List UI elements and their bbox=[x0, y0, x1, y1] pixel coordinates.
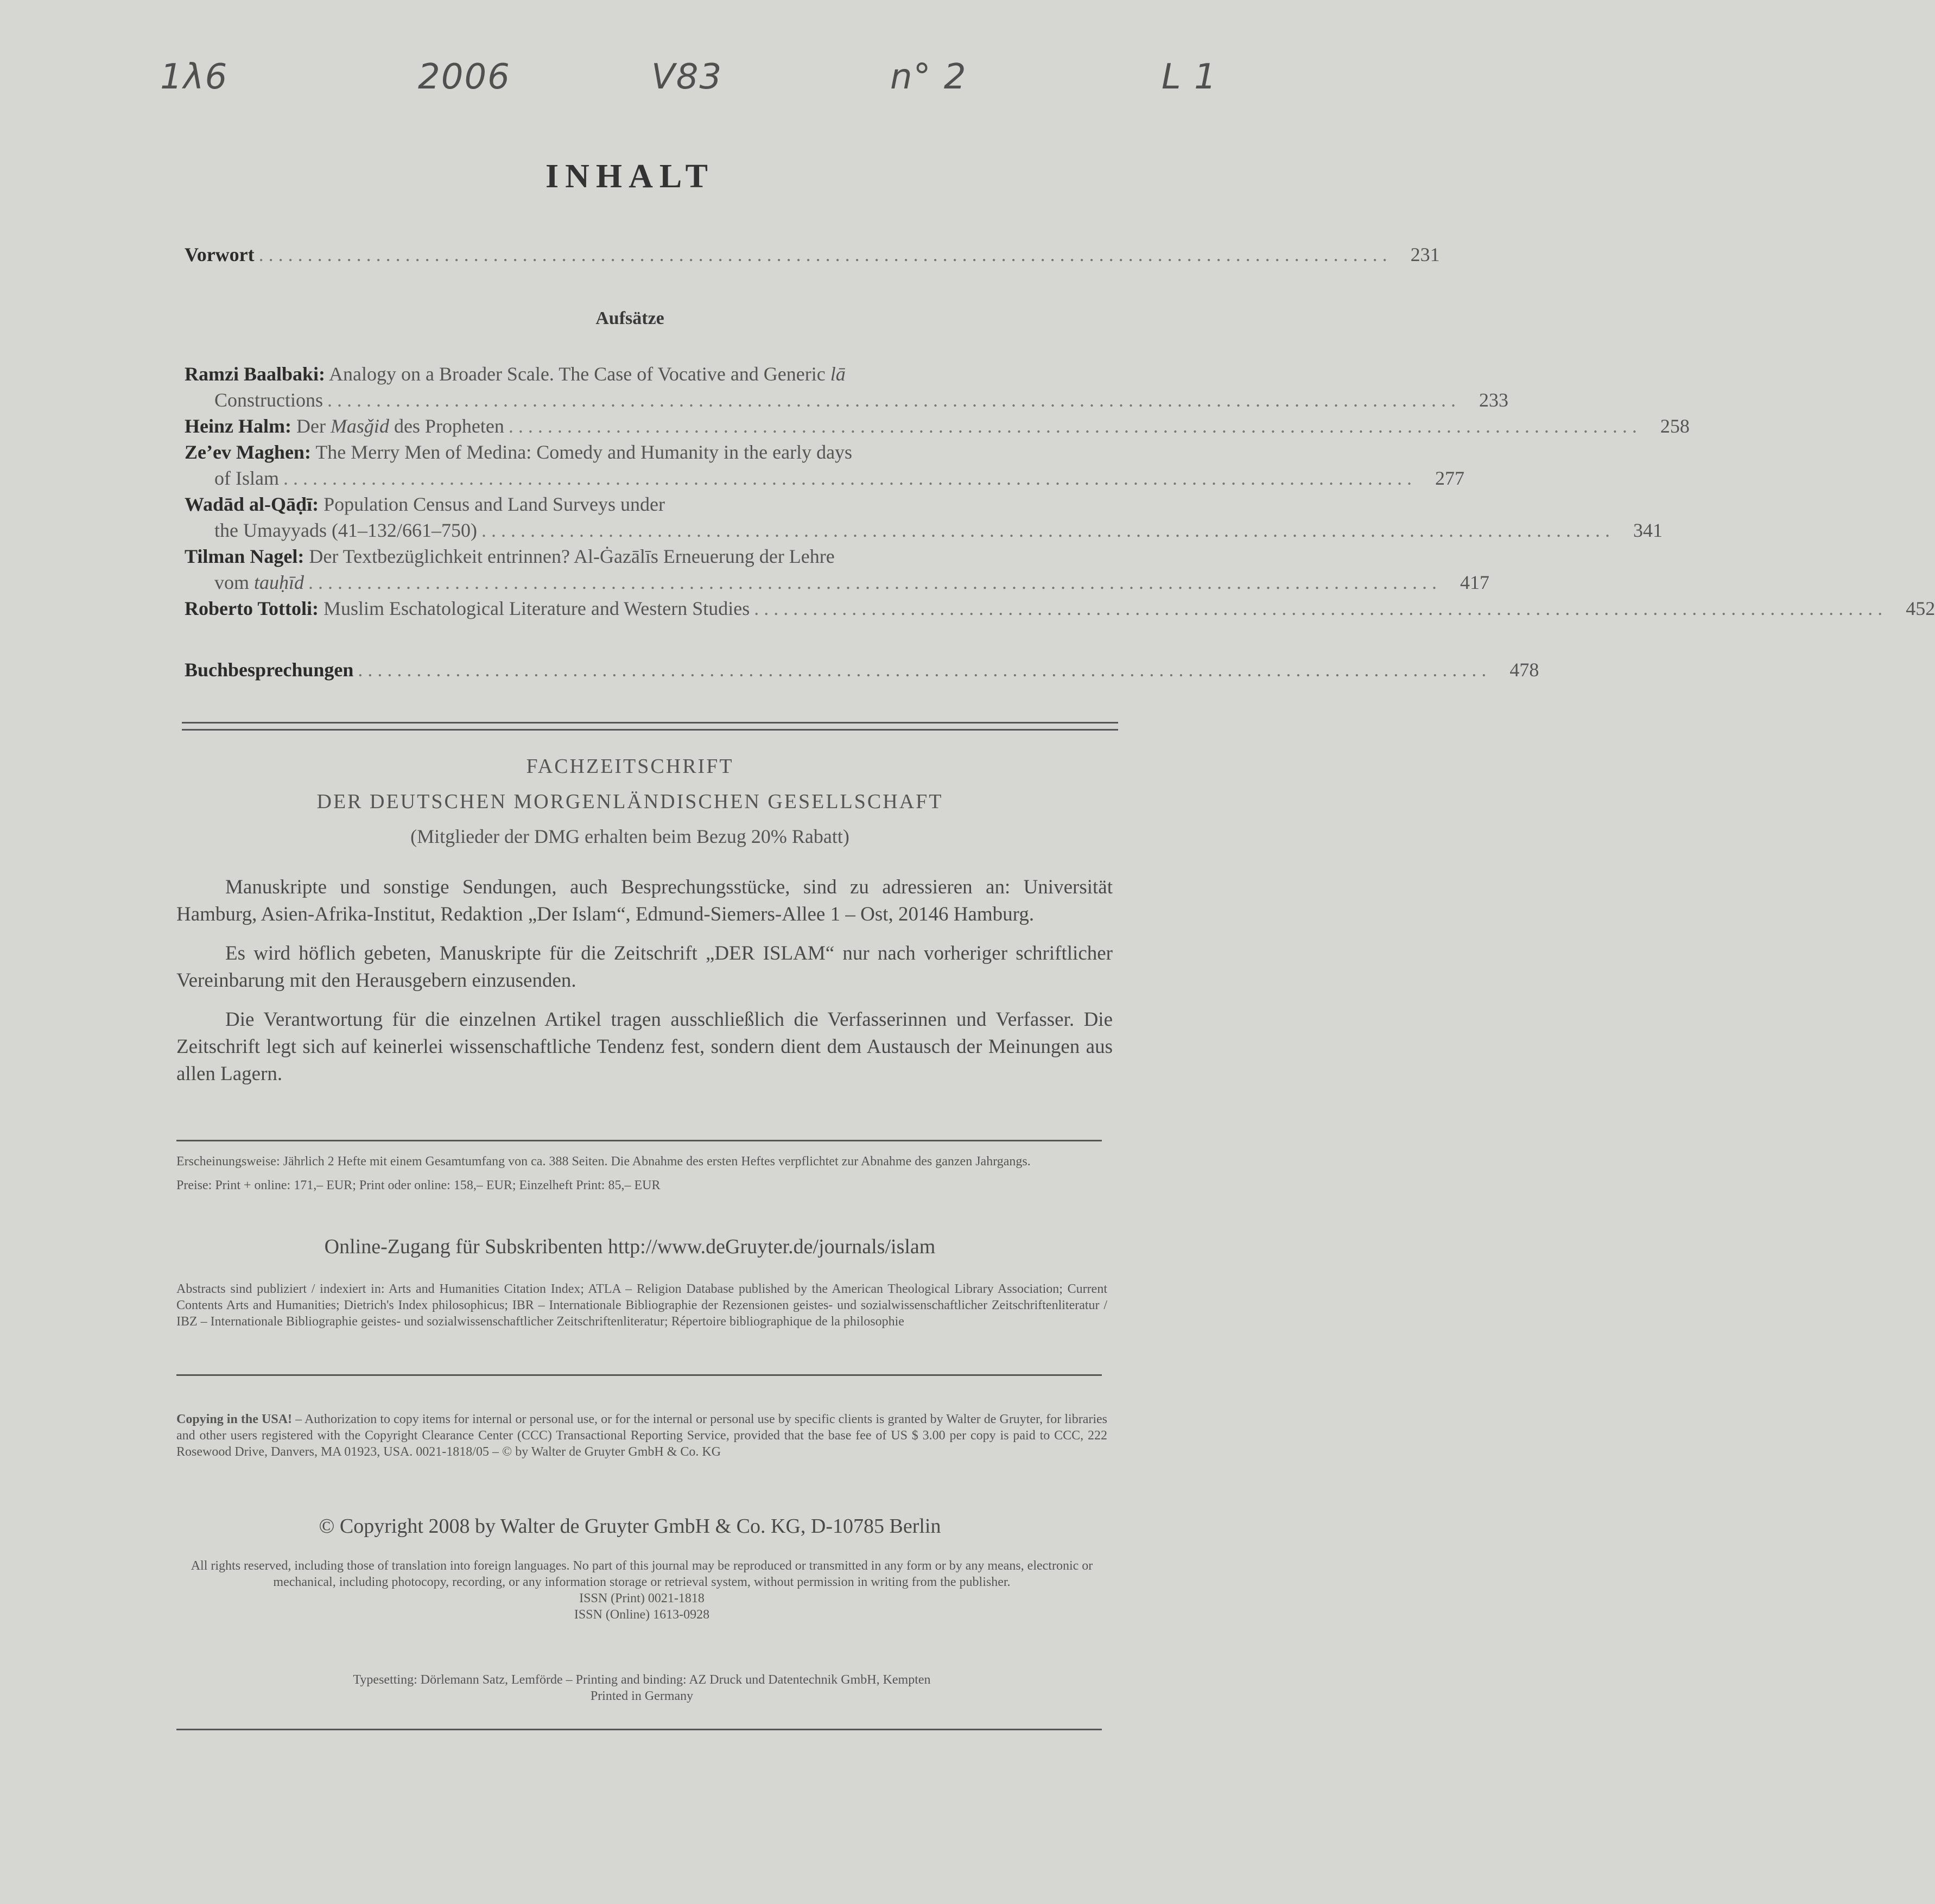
article-title: Analogy on a Broader Scale. The Case of Vocative and Generic bbox=[329, 363, 826, 385]
article-title-post: des Propheten bbox=[394, 415, 504, 437]
section-heading-aufsaetze: Aufsätze bbox=[595, 308, 664, 328]
author: Roberto Tottoli: bbox=[185, 598, 319, 619]
toc-entry bbox=[185, 543, 1118, 569]
rights-text: All rights reserved, including those of translation into foreign languages. No part of this journal may be reproduced or transmitted in any form or by any means, electronic or mechanical, including photocopy, recording, or any information storage or retrieval system, without permission in writing from the publisher. bbox=[191, 1559, 1093, 1589]
article-title: The Merry Men of Medina: Comedy and Humanity in the early days bbox=[315, 441, 853, 463]
article-page: 341 bbox=[1633, 519, 1663, 541]
author: Tilman Nagel: bbox=[185, 545, 304, 567]
issn-print: ISSN (Print) 0021-1818 bbox=[579, 1591, 705, 1605]
toc-entry: Roberto Tottoli: Muslim Eschatological Literature and Western Studies .................................................................................................................... 452 bbox=[185, 595, 1118, 621]
issn-online: ISSN (Online) 1613-0928 bbox=[574, 1608, 710, 1622]
leader-dots: .................................................................................................................... bbox=[258, 244, 1392, 265]
article-title-cont: vom bbox=[214, 572, 250, 593]
page-title: INHALT bbox=[545, 158, 714, 195]
article-title: Muslim Eschatological Literature and Western Studies bbox=[323, 598, 750, 619]
author: Heinz Halm: bbox=[185, 415, 291, 437]
article-page: 417 bbox=[1460, 572, 1490, 593]
article-page: 258 bbox=[1660, 415, 1690, 437]
copying bbox=[176, 1411, 1107, 1460]
toc-entry-continuation: of Islam .................................................................................................................... 277 bbox=[185, 465, 1118, 491]
copying-label: Copying in the USA! bbox=[176, 1412, 293, 1426]
toc-entry bbox=[185, 491, 1118, 517]
handwritten-note-4: n° 2 bbox=[890, 57, 967, 97]
article-page: 452 bbox=[1906, 598, 1935, 619]
paragraph: Die Verantwortung für die einzelnen Artikel tragen ausschließlich die Verfasserinnen und Verfasser. Die Zeitschrift legt sich auf keinerlei wissenschaftliche Tendenz fest, sondern dient dem Austausch der Meinungen aus allen Lagern. bbox=[176, 1008, 1113, 1085]
toc-buchbesprechungen: Buchbesprechungen .................................................................................................................... 478 bbox=[185, 657, 1118, 683]
copying-text: – Authorization to copy items for internal or personal use, or for the internal or personal use by specific clients is granted by Walter de Gruyter, for libraries and other users registered with the Copyright Clearance Center (CCC) Transactional Reporting Service, provided that the base fee of US $ 3.00 per copy is paid to CCC, 222 Rosewood Drive, Danvers, MA 01923, USA. 0021-1818/05 – © by Walter de Gruyter GmbH & Co. KG bbox=[176, 1412, 1107, 1459]
article-title-italic: lā bbox=[830, 363, 846, 385]
buchbesprechungen-label: Buchbesprechungen bbox=[185, 659, 354, 681]
handwritten-note-5: L 1 bbox=[1162, 57, 1217, 97]
toc-entry bbox=[185, 361, 1118, 387]
erscheinungsweise bbox=[176, 1153, 1107, 1194]
article-page: 233 bbox=[1479, 389, 1509, 411]
rights bbox=[176, 1558, 1107, 1623]
typesetting-text: Typesetting: Dörlemann Satz, Lemförde – Printing and binding: AZ Druck und Datentechnik GmbH, Kempten bbox=[353, 1673, 931, 1687]
rule bbox=[176, 1729, 1102, 1730]
typesetting bbox=[176, 1672, 1107, 1704]
toc-articles bbox=[185, 361, 1935, 621]
journal-line-2: DER DEUTSCHEN MORGENLÄNDISCHEN GESELLSCHAFT bbox=[316, 790, 943, 813]
paragraph: Es wird höflich gebeten, Manuskripte für die Zeitschrift „DER ISLAM“ nur nach vorheriger schriftlicher Vereinbarung mit den Herausgebern einzusenden. bbox=[176, 942, 1113, 992]
author: Zeʼev Maghen: bbox=[185, 441, 311, 463]
vorwort-label: Vorwort bbox=[185, 244, 255, 265]
handwritten-note-3: V83 bbox=[651, 57, 723, 97]
erscheinungsweise-text: Erscheinungsweise: Jährlich 2 Hefte mit einem Gesamtumfang von ca. 388 Seiten. Die Abnahme des ersten Heftes verpflichtet zur Abnahme des ganzen Jahrgangs. bbox=[176, 1154, 1031, 1169]
article-title: Der bbox=[296, 415, 326, 437]
toc-entry bbox=[185, 439, 1118, 465]
author: Wadād al-Qāḍī: bbox=[185, 493, 319, 515]
article-page: 277 bbox=[1435, 467, 1464, 489]
article-title-cont: of Islam bbox=[214, 467, 279, 489]
toc-entry-continuation: Constructions .................................................................................................................... 233 bbox=[185, 387, 1118, 413]
article-title: Population Census and Land Surveys under bbox=[323, 493, 665, 515]
online-access: Online-Zugang für Subskribenten http://www.deGruyter.de/journals/islam bbox=[324, 1235, 936, 1258]
rule bbox=[176, 1374, 1102, 1376]
vorwort-page: 231 bbox=[1410, 244, 1440, 265]
preise-text: Preise: Print + online: 171,– EUR; Print oder online: 158,– EUR; Einzelheft Print: 85,– EUR bbox=[176, 1178, 661, 1192]
author: Ramzi Baalbaki: bbox=[185, 363, 326, 385]
article-title-italic: Masǧid bbox=[330, 415, 389, 437]
handwritten-note-1: 1λ6 bbox=[160, 57, 229, 97]
instructions bbox=[176, 874, 1113, 1100]
rule bbox=[176, 1140, 1102, 1141]
abstracts bbox=[176, 1281, 1107, 1330]
journal-line-1: FACHZEITSCHRIFT bbox=[526, 755, 734, 778]
abstracts-text: Abstracts sind publiziert / indexiert in: Arts and Humanities Citation Index; ATLA – Religion Database published by the American Theological Library Association; Current Contents Arts and Humanities; Dietrich's Index philosophicus; IBR – Internationale Bibliographie der Rezensionen geistes- und sozialwissenschaftlicher Zeitschriftenliteratur / IBZ – Internationale Bibliographie geistes- und sozialwissenschaftlicher Zeitschriftenliteratur; Répertoire bibliographique de la philosophie bbox=[176, 1282, 1107, 1329]
buchbesprechungen-page: 478 bbox=[1509, 659, 1539, 681]
article-title: Der Textbezüglichkeit entrinnen? Al-Ġazālīs Erneuerung der Lehre bbox=[309, 545, 835, 567]
article-title-italic: tauḥīd bbox=[254, 572, 304, 593]
toc-entry-continuation: vom tauḥīd .................................................................................................................... 417 bbox=[185, 569, 1118, 595]
double-rule bbox=[182, 722, 1118, 731]
toc-vorwort bbox=[185, 242, 1440, 268]
toc-entry-continuation: the Umayyads (41–132/661–750) .................................................................................................................... 341 bbox=[185, 517, 1118, 543]
printed-in: Printed in Germany bbox=[590, 1689, 694, 1703]
toc-entry: Heinz Halm: Der Masǧid des Propheten .................................................................................................................... 258 bbox=[185, 413, 1118, 439]
article-title-cont: Constructions bbox=[214, 389, 323, 411]
copyright: © Copyright 2008 by Walter de Gruyter GmbH & Co. KG, D-10785 Berlin bbox=[319, 1515, 941, 1538]
paragraph: Manuskripte und sonstige Sendungen, auch Besprechungsstücke, sind zu adressieren an: Universität Hamburg, Asien-Afrika-Institut, Redaktion „Der Islam“, Edmund-Siemers-Allee 1 – Ost, 20146 Hamburg. bbox=[176, 876, 1113, 925]
article-title-cont: the Umayyads (41–132/661–750) bbox=[214, 519, 477, 541]
handwritten-note-2: 2006 bbox=[418, 57, 511, 97]
journal-line-3: (Mitglieder der DMG erhalten beim Bezug 20% Rabatt) bbox=[410, 826, 849, 847]
